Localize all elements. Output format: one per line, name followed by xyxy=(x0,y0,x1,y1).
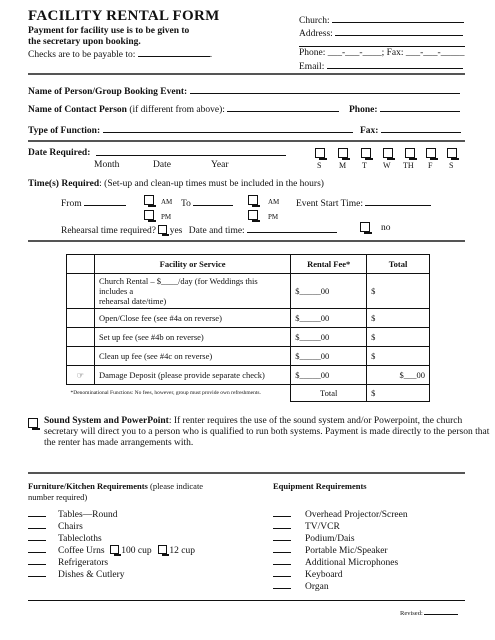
weekday-label: S xyxy=(317,161,322,170)
table-header-total: Total xyxy=(367,255,430,274)
contact-person-field[interactable] xyxy=(227,102,339,112)
contact-person-row xyxy=(28,102,339,115)
phone-fax-row xyxy=(299,48,464,58)
quantity-field[interactable] xyxy=(28,531,46,541)
urn-12-label: 12 cup xyxy=(169,546,195,556)
divider xyxy=(28,472,465,474)
check-mark-icon: ☞ xyxy=(76,370,85,380)
quantity-field[interactable] xyxy=(273,567,291,577)
header-fax-label: Fax: xyxy=(386,48,404,58)
urn-12-checkbox[interactable] xyxy=(158,545,167,554)
church-label: Church: xyxy=(299,16,330,26)
equipment-item-label: Portable Mic/Speaker xyxy=(305,546,388,556)
table-header-blank xyxy=(67,255,95,274)
weekday-checkbox-s2[interactable] xyxy=(447,148,457,158)
time-required-row xyxy=(28,179,324,189)
event-start-field[interactable] xyxy=(365,196,431,206)
total-cell[interactable]: $___00 xyxy=(367,366,430,385)
email-label: Email: xyxy=(299,62,325,72)
payment-note-line1: Payment for facility use is to be given to xyxy=(28,26,190,36)
to-field[interactable] xyxy=(193,196,233,206)
fax-field[interactable] xyxy=(381,123,461,133)
weekday-checkbox-th[interactable] xyxy=(405,148,415,158)
to-pm-label: PM xyxy=(268,213,279,221)
contact-phone-row xyxy=(349,102,460,115)
table-row xyxy=(67,309,430,328)
quantity-field[interactable] xyxy=(28,543,46,553)
fee-cell[interactable]: $_____00 xyxy=(291,309,367,328)
row-check-cell[interactable] xyxy=(67,328,95,347)
from-field[interactable] xyxy=(84,196,126,206)
to-pm-checkbox[interactable] xyxy=(248,210,258,220)
rehearsal-date-time-field[interactable] xyxy=(247,223,337,233)
service-cell: Clean up fee (see #4c on reverse) xyxy=(94,347,290,366)
fee-cell[interactable]: $_____00 xyxy=(291,366,367,385)
function-row xyxy=(28,123,353,136)
quantity-field[interactable] xyxy=(273,531,291,541)
payment-note-line2: the secretary upon booking. xyxy=(28,37,141,47)
quantity-field[interactable] xyxy=(28,507,46,517)
contact-phone-field[interactable] xyxy=(380,102,460,112)
from-row xyxy=(61,196,126,209)
sound-line3: the renter has made arrangements with. xyxy=(44,438,194,448)
furniture-note: (please indicate xyxy=(149,481,204,491)
equipment-item-label: Overhead Projector/Screen xyxy=(305,510,408,520)
equipment-item-label: TV/VCR xyxy=(305,522,340,532)
service-cell: Damage Deposit (please provide separate check) xyxy=(94,366,290,385)
church-row xyxy=(299,13,464,26)
fee-cell[interactable]: $_____00 xyxy=(291,328,367,347)
table-header-row xyxy=(67,255,430,274)
equipment-item xyxy=(273,579,329,592)
quantity-field[interactable] xyxy=(28,555,46,565)
table-header-facility: Facility or Service xyxy=(94,255,290,274)
booking-event-field[interactable] xyxy=(190,84,460,94)
to-am-checkbox[interactable] xyxy=(248,195,258,205)
booking-event-row xyxy=(28,84,460,97)
footnote-cell xyxy=(67,385,291,402)
total-cell[interactable]: $ xyxy=(367,328,430,347)
table-row xyxy=(67,366,430,385)
revised-row xyxy=(400,608,458,617)
from-am-checkbox[interactable] xyxy=(144,195,154,205)
quantity-field[interactable] xyxy=(28,519,46,529)
divider xyxy=(28,73,465,75)
sound-text-1: : If renter requires the use of the sound system and/or Powerpoint, the church xyxy=(168,416,463,426)
address-field-2[interactable] xyxy=(299,37,465,47)
grand-total-cell[interactable]: $ xyxy=(367,385,430,402)
quantity-field[interactable] xyxy=(273,519,291,529)
furniture-heading: Furniture/Kitchen Requirements xyxy=(28,481,148,491)
booking-event-label: Name of Person/Group Booking Event: xyxy=(28,87,188,97)
function-label: Type of Function: xyxy=(28,126,101,136)
date-label: Date xyxy=(153,160,171,170)
row-check-cell[interactable] xyxy=(67,366,95,385)
quantity-field[interactable] xyxy=(273,555,291,565)
service-cell xyxy=(94,274,290,309)
from-pm-label: PM xyxy=(161,213,172,221)
to-row xyxy=(181,196,233,209)
weekday-checkbox-t[interactable] xyxy=(361,148,371,158)
furniture-item-label: Chairs xyxy=(58,522,83,532)
from-pm-checkbox[interactable] xyxy=(144,210,154,220)
fee-cell[interactable]: $_____00 xyxy=(291,347,367,366)
contact-phone-label: Phone: xyxy=(349,105,378,115)
weekday-label: TH xyxy=(403,161,414,170)
weekday-label: F xyxy=(428,161,433,170)
address-field[interactable] xyxy=(335,26,463,36)
weekday-checkbox-f[interactable] xyxy=(426,148,436,158)
revised-label: Revised: xyxy=(400,610,423,617)
weekday-label: W xyxy=(383,161,391,170)
urn-100-label: 100 cup xyxy=(121,546,152,556)
service-text-line2: rehearsal date/time) xyxy=(98,296,167,306)
checks-payable-row: Checks are to be payable to: . xyxy=(28,47,212,60)
time-required-label: Time(s) Required xyxy=(28,179,100,189)
event-start-row xyxy=(296,196,431,209)
rehearsal-no-label: no xyxy=(381,223,391,233)
total-cell[interactable]: $ xyxy=(367,309,430,328)
to-label: To xyxy=(181,199,191,209)
fees-table xyxy=(66,254,430,402)
weekday-label: M xyxy=(339,161,347,170)
sound-line1 xyxy=(44,416,462,426)
furniture-item-label: Tables—Round xyxy=(58,510,118,520)
fees-footnote: *Denominational Functions: No fees, however, group must provide own refreshments. xyxy=(70,390,261,396)
quantity-field[interactable] xyxy=(273,543,291,553)
weekday-checkbox-s[interactable] xyxy=(315,148,325,158)
month-label: Month xyxy=(94,160,120,170)
equipment-item-label: Organ xyxy=(305,582,329,592)
from-label: From xyxy=(61,199,82,209)
service-text: Church Rental – $____/day (for Weddings this includes a xyxy=(98,276,258,296)
email-field[interactable] xyxy=(327,59,463,69)
rehearsal-yes-checkbox[interactable] xyxy=(158,225,167,234)
from-am-label: AM xyxy=(161,198,173,206)
rehearsal-label: Rehearsal time required? xyxy=(61,226,156,236)
quantity-field[interactable] xyxy=(273,507,291,517)
header-phone-label: Phone: xyxy=(299,48,326,58)
sound-system-title: Sound System and PowerPoint xyxy=(44,416,169,426)
header-phone-field[interactable]: ___-___-____; xyxy=(327,48,385,58)
equipment-item-label: Podium/Dais xyxy=(305,534,355,544)
divider xyxy=(28,600,465,601)
rehearsal-no-checkbox[interactable] xyxy=(360,222,370,232)
weekday-checkbox-w[interactable] xyxy=(383,148,393,158)
function-field[interactable] xyxy=(103,123,353,133)
rehearsal-row xyxy=(61,223,337,236)
contact-person-label: Name of Contact Person xyxy=(28,105,127,115)
total-cell[interactable]: $ xyxy=(367,274,430,309)
service-cell: Set up fee (see #4b on reverse) xyxy=(94,328,290,347)
event-start-label: Event Start Time: xyxy=(296,199,364,209)
furniture-item-label: Tablecloths xyxy=(58,534,102,544)
sound-line2: secretary will direct you to a person who is qualified to run both systems. Payment is made directly to the person that xyxy=(44,427,490,437)
rehearsal-yes-label: yes xyxy=(169,226,183,236)
weekday-label: S xyxy=(449,161,454,170)
divider xyxy=(28,140,465,142)
table-header-fee: Rental Fee* xyxy=(291,255,367,274)
quantity-field[interactable] xyxy=(28,567,46,577)
table-row xyxy=(67,347,430,366)
sound-system-checkbox[interactable] xyxy=(28,418,38,428)
quantity-field[interactable] xyxy=(273,579,291,589)
row-check-cell[interactable] xyxy=(67,274,95,309)
table-row xyxy=(67,274,430,309)
year-label: Year xyxy=(211,160,229,170)
rehearsal-date-time-label: Date and time: xyxy=(188,226,245,236)
address-label: Address: xyxy=(299,29,333,39)
total-cell[interactable]: $ xyxy=(367,347,430,366)
revised-field[interactable] xyxy=(424,608,458,615)
date-field[interactable] xyxy=(96,146,286,159)
equipment-item-label: Additional Microphones xyxy=(305,558,399,568)
contact-person-note: (if different from above): xyxy=(129,105,225,115)
row-check-cell[interactable] xyxy=(67,309,95,328)
fax-label: Fax: xyxy=(360,126,379,136)
furniture-item xyxy=(28,567,125,580)
fee-cell[interactable]: $_____00 xyxy=(291,274,367,309)
to-am-label: AM xyxy=(268,198,280,206)
checks-payable-field[interactable] xyxy=(138,47,210,57)
equipment-heading: Equipment Requirements xyxy=(273,481,367,491)
fax-row xyxy=(360,123,461,136)
table-row xyxy=(67,328,430,347)
weekday-checkbox-m[interactable] xyxy=(338,148,348,158)
total-label-cell: Total xyxy=(291,385,367,402)
checks-payable-label: Checks are to be payable to: xyxy=(28,50,136,60)
time-required-note: : (Set-up and clean-up times must be included in the hours) xyxy=(99,179,324,189)
furniture-heading-row xyxy=(28,481,203,491)
divider xyxy=(28,240,465,242)
furniture-item-label: Refrigerators xyxy=(58,558,109,568)
furniture-item-label: Dishes & Cutlery xyxy=(58,570,125,580)
church-field[interactable] xyxy=(332,13,464,23)
date-required-label: Date Required: xyxy=(28,148,91,158)
equipment-item-label: Keyboard xyxy=(305,570,343,580)
urn-100-checkbox[interactable] xyxy=(110,545,119,554)
furniture-note2: number required) xyxy=(28,492,88,502)
weekday-label: T xyxy=(362,161,367,170)
row-check-cell[interactable] xyxy=(67,347,95,366)
email-row xyxy=(299,59,463,72)
table-total-row xyxy=(67,385,430,402)
header-fax-field[interactable]: ___-___-_____ xyxy=(405,48,465,58)
form-title: FACILITY RENTAL FORM xyxy=(28,8,220,24)
service-cell: Open/Close fee (see #4a on reverse) xyxy=(94,309,290,328)
furniture-item-label: Coffee Urns xyxy=(58,546,105,556)
